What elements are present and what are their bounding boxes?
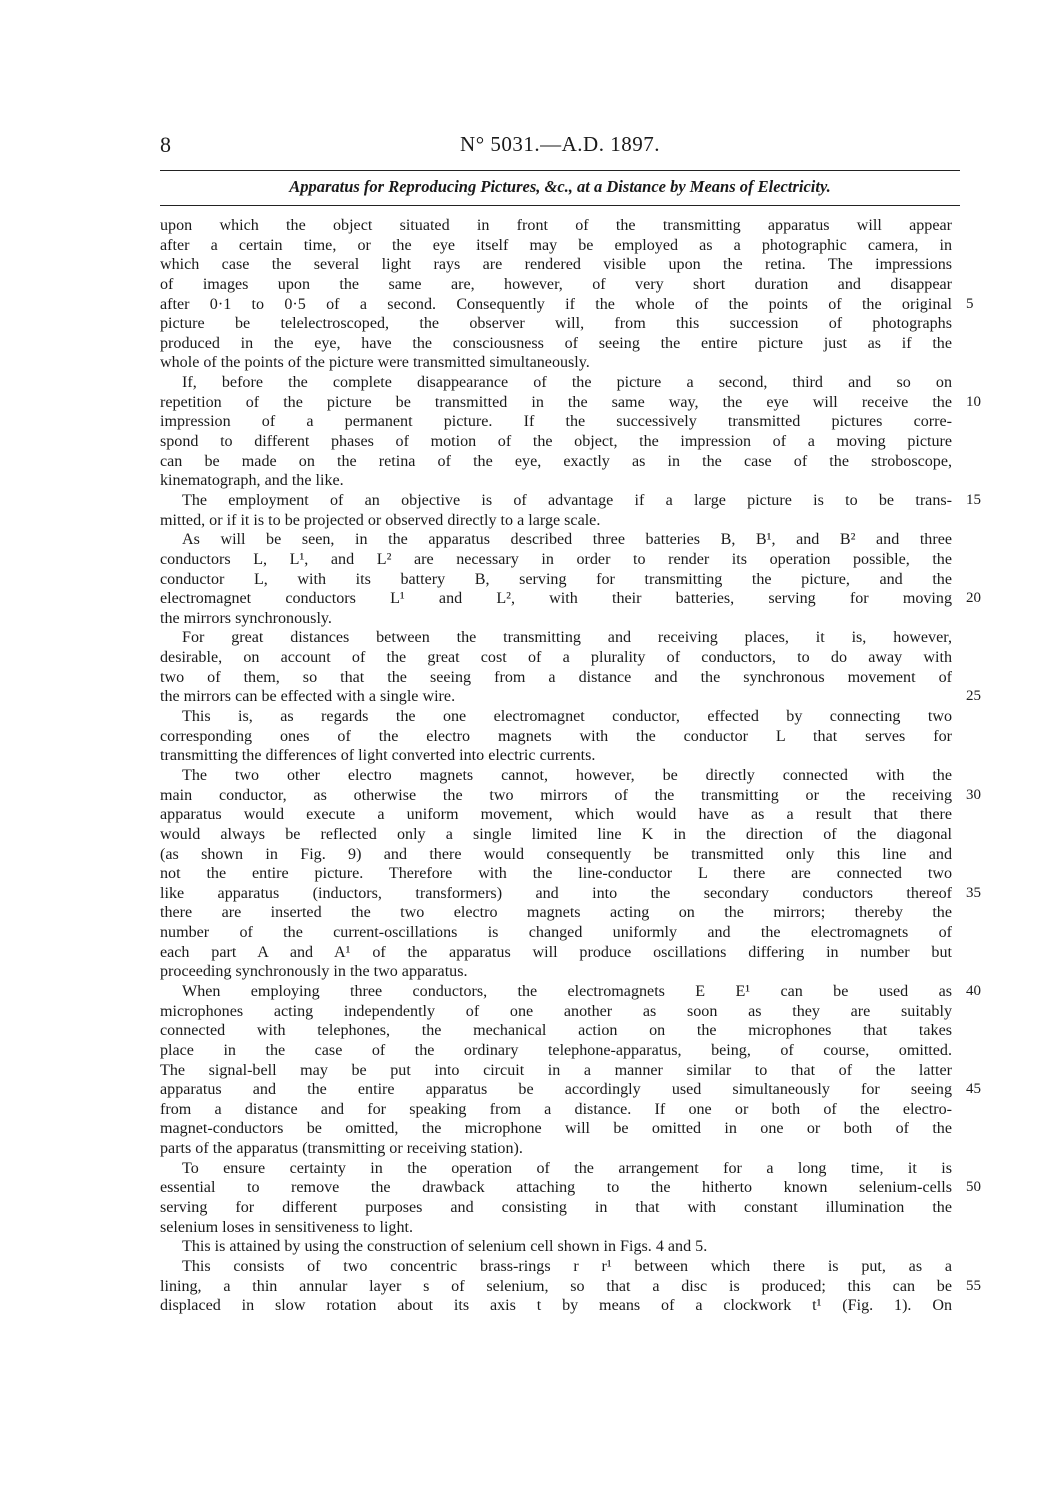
text-line-content: upon which the object situated in front of the transmitting apparatus will appear [160, 217, 952, 234]
text-line-content: parts of the apparatus (transmitting or receiving station). [160, 1140, 523, 1158]
text-line [160, 943, 952, 963]
line-number: 5 [966, 295, 974, 312]
text-line [160, 550, 952, 570]
text-line [160, 412, 952, 432]
page-header [160, 132, 960, 162]
text-line-content: picture be telelectroscoped, the observer will, from this succession of photographs [160, 315, 952, 333]
text-line [160, 884, 981, 904]
text-line-content: The two other electro magnets cannot, however, be directly connected with the [182, 766, 952, 784]
text-line [160, 687, 981, 707]
text-line-content: essential to remove the drawback attaching to the hitherto known selenium-cells [160, 1179, 952, 1197]
text-line [160, 1237, 952, 1257]
line-number: 55 [966, 1277, 981, 1294]
line-number: 50 [966, 1179, 981, 1196]
text-line-content: connected with telephones, the mechanical action on the microphones that takes [160, 1022, 952, 1040]
line-number: 30 [966, 786, 981, 803]
text-line [160, 707, 952, 727]
text-line-content: microphones acting independently of one another as soon as they are suitably [160, 1002, 952, 1020]
text-line-content: If, before the complete disappearance of the picture a second, third and so on [182, 374, 952, 392]
text-line [160, 648, 952, 668]
text-line [160, 1159, 952, 1179]
text-line [160, 530, 952, 550]
text-line [160, 432, 952, 452]
text-line [160, 353, 952, 373]
text-line [160, 982, 981, 1002]
line-number: 35 [966, 884, 981, 901]
text-line-content: (as shown in Fig. 9) and there would consequently be transmitted only this line and [160, 845, 952, 863]
text-line [160, 314, 952, 334]
text-line [160, 1061, 952, 1081]
text-line [160, 962, 952, 982]
header-rule-bottom [160, 205, 960, 206]
text-line-content: displaced in slow rotation about its axis t by means of a clockwork t¹ (Fig. 1). On [160, 1297, 952, 1315]
text-line [160, 1002, 952, 1022]
text-line-content: after a certain time, or the eye itself may be employed as a photographic camera, in [160, 236, 952, 254]
running-title: Apparatus for Reproducing Pictures, &c., at a Distance by Means of Electricity. [289, 177, 831, 196]
text-line-content: after 0·1 to 0·5 of a second. Consequently if the whole of the points of the original [160, 295, 952, 313]
text-line [160, 471, 952, 491]
text-line-content: For great distances between the transmitting and receiving places, it is, however, [182, 629, 952, 647]
text-line [160, 786, 981, 806]
text-line [160, 393, 981, 413]
text-line-content: lining, a thin annular layer s of selenium, so that a disc is produced; this can be [160, 1277, 952, 1295]
text-line-content: there are inserted the two electro magnets acting on the mirrors; thereby the [160, 904, 952, 922]
text-line-content: whole of the points of the picture were transmitted simultaneously. [160, 354, 590, 372]
text-line [160, 1139, 952, 1159]
text-line [160, 589, 981, 609]
header-rule-top [160, 170, 960, 171]
text-line [160, 1100, 952, 1120]
text-line [160, 1041, 952, 1061]
text-line [160, 1218, 952, 1238]
text-line [160, 1021, 952, 1041]
text-line [160, 570, 952, 590]
text-line [160, 452, 952, 472]
text-line-content: kinematograph, and the like. [160, 472, 344, 490]
text-line [160, 609, 952, 629]
text-line [160, 255, 952, 275]
text-line [160, 511, 952, 531]
text-line [160, 864, 952, 884]
line-number: 25 [966, 688, 981, 705]
text-line [160, 1198, 952, 1218]
text-line-content: like apparatus (inductors, transformers) and into the secondary conductors thereof [160, 884, 952, 902]
text-line [160, 923, 952, 943]
text-line [160, 903, 952, 923]
text-line-content: place in the case of the ordinary telephone-apparatus, being, of course, omitted. [160, 1041, 952, 1059]
text-line-content: mitted, or if it is to be projected or observed directly to a large scale. [160, 511, 601, 529]
text-line [160, 1178, 981, 1198]
text-line-content: the mirrors synchronously. [160, 609, 332, 627]
text-line-content: each part A and A¹ of the apparatus will produce oscillations differing in number but [160, 943, 952, 961]
body-text [160, 216, 981, 1316]
text-line-content: The signal-bell may be put into circuit in a manner similar to that of the latter [160, 1061, 952, 1079]
line-number: 20 [966, 590, 981, 607]
text-line-content: electromagnet conductors L¹ and L², with their batteries, serving for moving [160, 590, 952, 608]
line-number: 40 [966, 982, 981, 999]
text-line-content: two of them, so that the seeing from a distance and the synchronous movement of [160, 668, 952, 686]
line-number: 15 [966, 491, 981, 508]
text-line-content: from a distance and for speaking from a distance. If one or both of the electro- [160, 1100, 952, 1118]
text-line-content: desirable, on account of the great cost of a plurality of conductors, to do away with [160, 649, 952, 667]
text-line [160, 746, 952, 766]
text-line-content: This consists of two concentric brass-rings r r¹ between which there is put, as a [182, 1257, 952, 1275]
text-line-content: corresponding ones of the electro magnets with the conductor L that serves for [160, 727, 952, 745]
text-line-content: conductor L, with its battery B, serving for transmitting the picture, and the [160, 570, 952, 588]
text-line-content: main conductor, as otherwise the two mirrors of the transmitting or the receiving [160, 786, 952, 804]
text-line-content: spond to different phases of motion of the object, the impression of a moving picture [160, 433, 952, 451]
text-line-content: produced in the eye, have the consciousness of seeing the entire picture just as if the [160, 334, 952, 352]
text-line-content: As will be seen, in the apparatus described three batteries B, B¹, and B² and three [182, 531, 952, 549]
text-line-content: of images upon the same are, however, of very short duration and disappear [160, 275, 952, 293]
text-line [160, 1277, 981, 1297]
text-line-content: the mirrors can be effected with a single wire. [160, 688, 456, 706]
text-line [160, 766, 952, 786]
line-number: 10 [966, 393, 981, 410]
text-line-content: apparatus and the entire apparatus be accordingly used simultaneously for seeing [160, 1081, 952, 1099]
text-line [160, 334, 952, 354]
text-line-content: apparatus would execute a uniform movement, which would have as a result that there [160, 806, 952, 824]
line-number: 45 [966, 1081, 981, 1098]
text-line-content: not the entire picture. Therefore with the line-conductor L there are connected two [160, 865, 952, 883]
text-line-content: would always be reflected only a single limited line K in the direction of the diagonal [160, 825, 952, 843]
text-line-content: conductors L, L¹, and L² are necessary in order to render its operation possible, the [160, 550, 952, 568]
text-line [160, 216, 952, 236]
text-line [160, 275, 952, 295]
text-line-content: repetition of the picture be transmitted in the same way, the eye will receive the [160, 393, 952, 411]
text-line-content: serving for different purposes and consisting in that with constant illumination the [160, 1199, 952, 1217]
text-line [160, 845, 952, 865]
page-number: 8 [160, 132, 171, 157]
text-line [160, 727, 952, 747]
text-line-content: When employing three conductors, the electromagnets E E¹ can be used as [182, 982, 952, 1000]
text-line [160, 1119, 952, 1139]
text-line [160, 805, 952, 825]
text-line [160, 825, 952, 845]
text-line-content: This is, as regards the one electromagnet conductor, effected by connecting two [182, 708, 952, 726]
text-line [160, 628, 952, 648]
text-line-content: This is attained by using the construction of selenium cell shown in Figs. 4 and 5. [182, 1238, 708, 1256]
text-line [160, 236, 952, 256]
text-line-content: can be made on the retina of the eye, exactly as in the case of the stroboscope, [160, 452, 952, 470]
text-line-content: impression of a permanent picture. If the successively transmitted pictures corre- [160, 413, 952, 431]
text-line-content: number of the current-oscillations is changed uniformly and the electromagnets of [160, 924, 952, 942]
text-line-content: which case the several light rays are rendered visible upon the retina. The impressions [160, 256, 952, 274]
text-line [160, 1080, 981, 1100]
text-line-content: To ensure certainty in the operation of the arrangement for a long time, it is [182, 1159, 952, 1177]
text-line-content: The employment of an objective is of advantage if a large picture is to be trans- [182, 491, 952, 509]
text-line [160, 668, 952, 688]
text-line-content: magnet-conductors be omitted, the microphone will be omitted in one or both of the [160, 1120, 952, 1138]
text-line [160, 1296, 952, 1316]
text-line [160, 1257, 952, 1277]
text-line [160, 373, 952, 393]
text-line [160, 295, 974, 315]
text-line [160, 491, 981, 511]
text-line-content: transmitting the differences of light converted into electric currents. [160, 747, 596, 765]
text-line-content: selenium loses in sensitiveness to light. [160, 1218, 414, 1236]
text-line-content: proceeding synchronously in the two apparatus. [160, 963, 468, 981]
patent-number: N° 5031.—A.D. 1897. [460, 132, 660, 156]
